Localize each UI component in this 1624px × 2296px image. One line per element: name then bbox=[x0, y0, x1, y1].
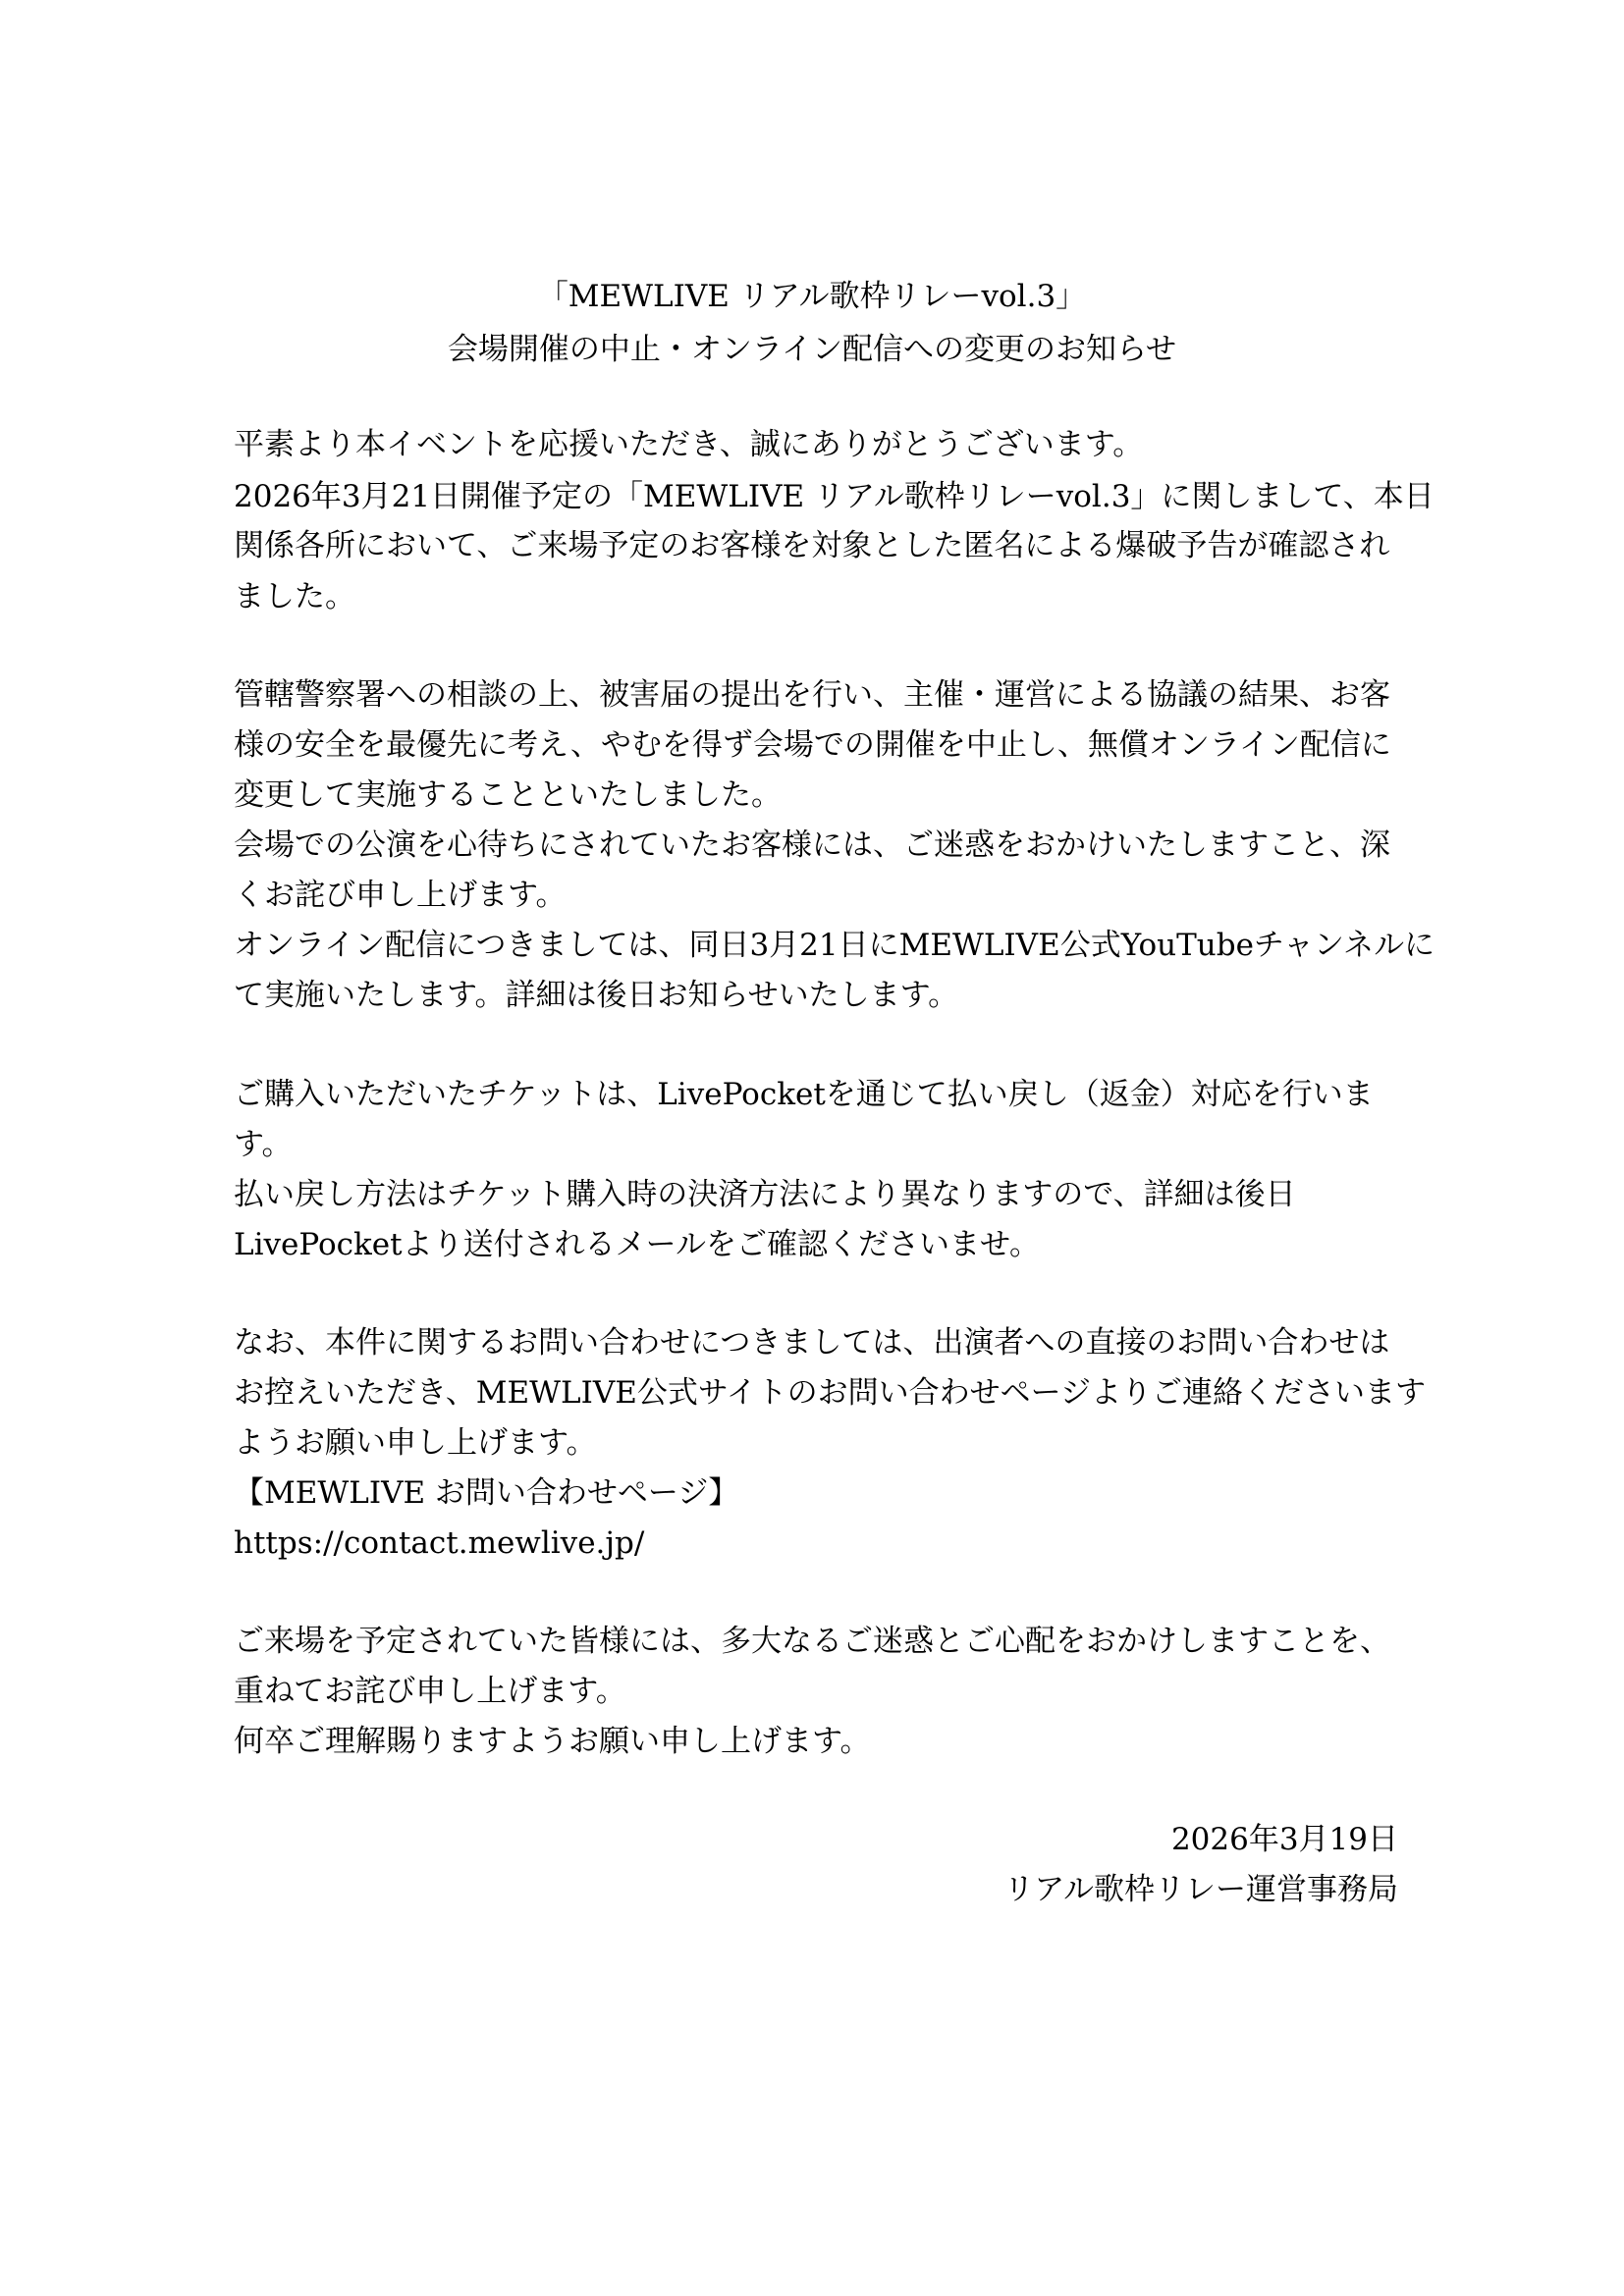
text-line: て実施いたします。詳細は後日お知らせいたします。 bbox=[234, 978, 959, 1013]
contact-url-link[interactable]: https://contact.mewlive.jp/ bbox=[234, 1525, 645, 1561]
text-line: 何卒ご理解賜りますようお願い申し上げます。 bbox=[234, 1724, 871, 1759]
text-line: ました。 bbox=[234, 579, 355, 614]
text-line: LivePocketより送付されるメールをご確認くださいませ。 bbox=[234, 1227, 1041, 1262]
text-line: 様の安全を最優先に考え、やむを得ず会場での開催を中止し、無償オンライン配信に bbox=[234, 727, 1391, 763]
text-line: オンライン配信につきましては、同日3月21日にMEWLIVE公式YouTubeチャンネルに bbox=[234, 928, 1435, 963]
text-line: 平素より本イベントを応援いただき、誠にありがとうございます。 bbox=[234, 427, 1144, 462]
issuer-name: リアル歌枠リレー運営事務局 bbox=[1003, 1872, 1398, 1907]
text-line: す。 bbox=[234, 1127, 293, 1162]
text-line: 関係各所において、ご来場予定のお客様を対象とした匿名による爆破予告が確認され bbox=[234, 528, 1390, 563]
text-line: ご購入いただいたチケットは、LivePocketを通じて払い戻し（返金）対応を行いま bbox=[234, 1077, 1374, 1112]
text-line: 管轄警察署への相談の上、被害届の提出を行い、主催・運営による協議の結果、お客 bbox=[234, 677, 1390, 713]
text-line: 会場での公演を心待ちにされていたお客様には、ご迷惑をおかけいたしますこと、深 bbox=[234, 828, 1390, 863]
title-line-1: 「MEWLIVE リアル歌枠リレーvol.3」 bbox=[537, 279, 1087, 314]
title-line-2: 会場開催の中止・オンライン配信への変更のお知らせ bbox=[447, 332, 1177, 367]
text-line: ご来場を予定されていた皆様には、多大なるご迷惑とご心配をおかけしますことを、 bbox=[234, 1624, 1390, 1659]
text-line: くお詫び申し上げます。 bbox=[234, 878, 567, 913]
issue-date: 2026年3月19日 bbox=[1170, 1822, 1398, 1857]
text-line: お控えいただき、MEWLIVE公式サイトのお問い合わせページよりご連絡くださいます bbox=[234, 1375, 1427, 1411]
text-line: なお、本件に関するお問い合わせにつきましては、出演者への直接のお問い合わせは bbox=[234, 1325, 1390, 1361]
text-line: 変更して実施することといたしました。 bbox=[234, 777, 782, 813]
text-line: ようお願い申し上げます。 bbox=[234, 1425, 597, 1461]
text-line: 払い戻し方法はチケット購入時の決済方法により異なりますので、詳細は後日 bbox=[234, 1177, 1296, 1212]
contact-page-heading: 【MEWLIVE お問い合わせページ】 bbox=[234, 1475, 739, 1511]
text-line: 重ねてお詫び申し上げます。 bbox=[234, 1674, 626, 1709]
text-line: 2026年3月21日開催予定の「MEWLIVE リアル歌枠リレーvol.3」に関しまして、本日 bbox=[234, 479, 1435, 514]
